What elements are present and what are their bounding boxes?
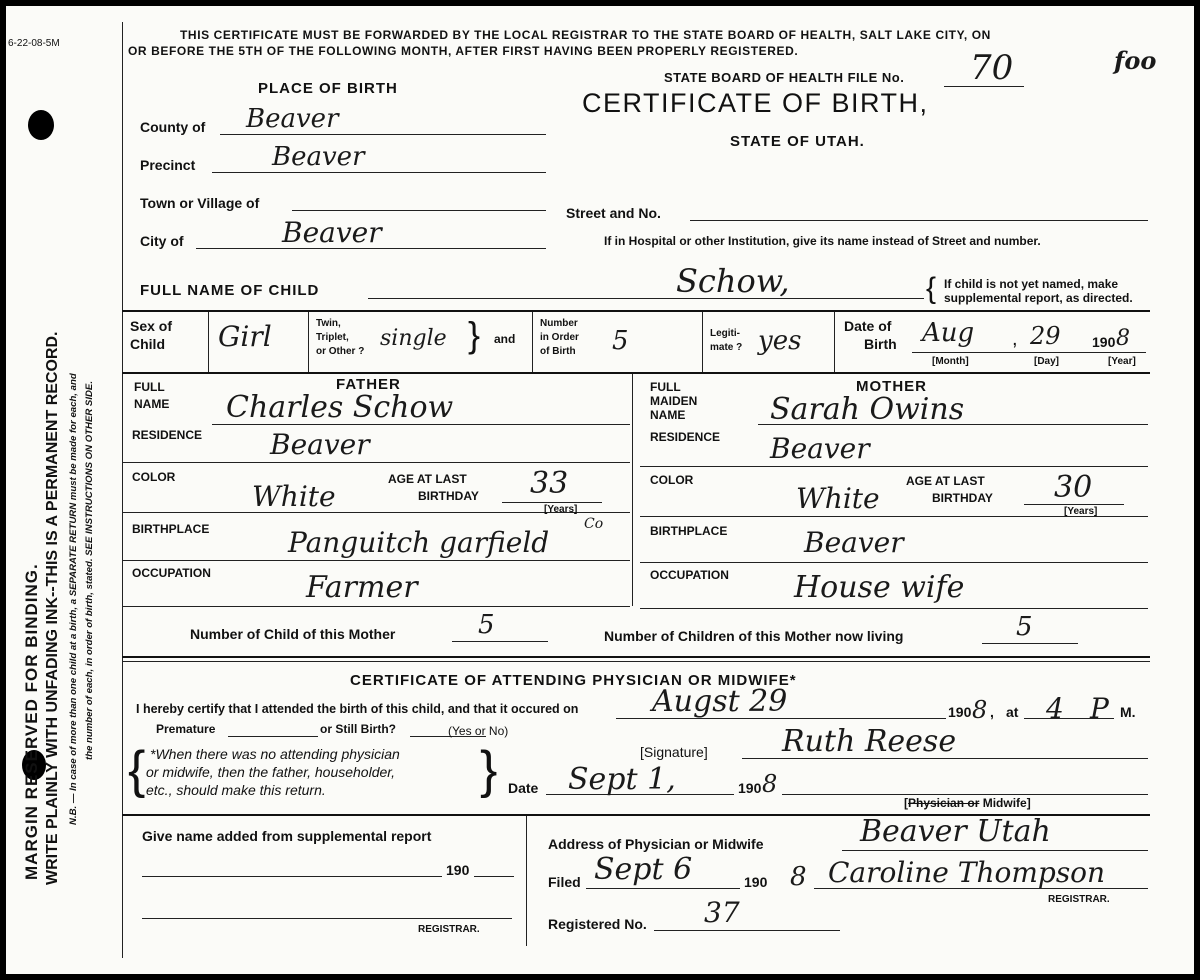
mother-birthplace-label: BIRTHPLACE: [650, 524, 728, 538]
father-birthplace-co: Co: [584, 516, 604, 532]
margin-note-2: the number of each, in order of birth, stated. SEE INSTRUCTIONS ON OTHER SIDE.: [84, 381, 95, 760]
physician-heading: CERTIFICATE OF ATTENDING PHYSICIAN OR MIDWIFE*: [350, 672, 797, 689]
birth-month-value: Aug: [922, 318, 975, 348]
father-birthplace-value: Panguitch garfield: [288, 526, 550, 559]
note-line-3: etc., should make this return.: [146, 782, 326, 798]
twin-label-1: Twin,: [316, 318, 341, 329]
name-note-1: If child is not yet named, make: [944, 277, 1119, 291]
birth-year-digit: 8: [1116, 326, 1130, 351]
filed-year-prefix: 190: [744, 874, 768, 890]
day-label: [Day]: [1034, 356, 1060, 367]
supplemental-year-prefix: 190: [446, 862, 470, 878]
signature-date-value: Sept 1,: [568, 762, 676, 797]
certify-date-value: Augst 29: [652, 684, 788, 719]
address-value: Beaver Utah: [860, 814, 1051, 849]
sex-label-1: Sex of: [130, 318, 173, 334]
filed-date-value: Sept 6: [594, 852, 693, 887]
father-years-label: [Years]: [544, 504, 578, 515]
father-full-label: FULL: [134, 380, 165, 394]
child-name-value: Schow,: [676, 262, 790, 300]
address-label: Address of Physician or Midwife: [548, 836, 764, 852]
twin-label-3: or Other ?: [316, 346, 365, 357]
order-label-3: of Birth: [540, 346, 576, 357]
registered-number-value: 37: [704, 896, 740, 929]
form-code: 6-22-08-5M: [8, 38, 60, 49]
mother-years-label: [Years]: [1064, 506, 1098, 517]
street-label: Street and No.: [566, 205, 661, 221]
twin-label-2: Triplet,: [316, 332, 349, 343]
mother-name-value: Sarah Owins: [770, 392, 965, 427]
father-color-value: White: [252, 480, 336, 513]
mother-color-label: COLOR: [650, 473, 694, 487]
filed-label: Filed: [548, 874, 581, 890]
mother-occupation-value: House wife: [794, 570, 965, 605]
role-struck: Physician or: [908, 796, 980, 810]
corner-mark: foo: [1114, 46, 1157, 75]
binding-note: MARGIN RESERVED FOR BINDING.: [22, 563, 41, 880]
supplemental-registrar-label: REGISTRAR.: [418, 924, 480, 935]
note-line-2: or midwife, then the father, householder,: [146, 764, 396, 780]
town-label: Town or Village of: [140, 195, 260, 211]
mother-color-value: White: [796, 482, 880, 515]
mother-full-label: FULL: [650, 380, 681, 394]
mother-maiden-label: MAIDEN: [650, 394, 698, 408]
order-label-1: Number: [540, 318, 578, 329]
father-color-label: COLOR: [132, 470, 176, 484]
precinct-value: Beaver: [272, 142, 365, 172]
children-count-value: 5: [478, 610, 495, 640]
supplemental-label: Give name added from supplemental report: [142, 828, 432, 844]
living-count-value: 5: [1016, 612, 1033, 642]
county-label: County of: [140, 119, 206, 135]
binding-hole-top: [28, 110, 54, 140]
state-title: STATE OF UTAH.: [730, 133, 865, 150]
ink-note: WRITE PLAINLY WITH UNFADING INK--THIS IS A PERMANENT RECORD.: [44, 331, 61, 885]
father-occupation-label: OCCUPATION: [132, 566, 211, 580]
certify-year-prefix: 190: [948, 704, 972, 720]
date-label-2: Birth: [864, 336, 897, 352]
father-name-value: Charles Schow: [226, 390, 454, 425]
city-label: City of: [140, 233, 184, 249]
note-line-1: *When there was no attending physician: [150, 746, 400, 762]
sex-label-2: Child: [130, 336, 165, 352]
place-of-birth-heading: PLACE OF BIRTH: [258, 80, 398, 97]
sex-value: Girl: [218, 320, 272, 353]
father-residence-value: Beaver: [270, 428, 370, 461]
children-count-label: Number of Child of this Mother: [190, 626, 396, 642]
county-value: Beaver: [246, 104, 339, 134]
and-label: and: [494, 332, 516, 346]
m-label: M.: [1120, 704, 1136, 720]
signature-value: Ruth Reese: [782, 724, 957, 759]
father-occupation-value: Farmer: [306, 570, 418, 605]
father-birthplace-label: BIRTHPLACE: [132, 522, 210, 536]
mother-birthplace-value: Beaver: [804, 526, 904, 559]
forwarding-notice-2: OR BEFORE THE 5TH OF THE FOLLOWING MONTH, AFTER FIRST HAVING BEEN PROPERLY REGISTERED.: [128, 44, 799, 58]
order-label-2: in Order: [540, 332, 579, 343]
mother-age-label-2: BIRTHDAY: [932, 491, 993, 505]
birth-day-value: 29: [1030, 322, 1061, 350]
living-count-label: Number of Children of this Mother now living: [604, 628, 904, 644]
role-value: Midwife]: [982, 796, 1031, 810]
filed-year-digit: 8: [790, 862, 807, 892]
margin-note-1: N.B. — In case of more than one child at a birth, a SEPARATE RETURN must be made for each, and: [68, 373, 79, 825]
registrar-label: REGISTRAR.: [1048, 894, 1110, 905]
mother-heading: MOTHER: [856, 378, 927, 395]
hour-value: 4: [1046, 692, 1064, 725]
certify-label: I hereby certify that I attended the birth of this child, and that it occured on: [136, 702, 579, 716]
father-residence-label: RESIDENCE: [132, 428, 203, 442]
pm-value: P: [1090, 692, 1109, 725]
hospital-note: If in Hospital or other Institution, give its name instead of Street and number.: [604, 234, 1041, 248]
month-label: [Month]: [932, 356, 969, 367]
legit-label-2: mate ?: [710, 342, 743, 353]
father-name-label: NAME: [134, 397, 170, 411]
mother-age-label-1: AGE AT LAST: [906, 474, 985, 488]
still-birth-label: or Still Birth?: [320, 722, 396, 736]
mother-residence-label: RESIDENCE: [650, 430, 721, 444]
father-age-label-1: AGE AT LAST: [388, 472, 467, 486]
file-number-label: STATE BOARD OF HEALTH FILE No.: [664, 70, 905, 85]
birth-order-value: 5: [612, 326, 629, 356]
certificate-title: CERTIFICATE OF BIRTH,: [582, 88, 929, 118]
registrar-name-value: Caroline Thompson: [828, 856, 1106, 889]
mother-age-value: 30: [1054, 470, 1093, 505]
city-value: Beaver: [282, 216, 382, 249]
file-number: 70: [970, 48, 1014, 88]
registered-number-label: Registered No.: [548, 916, 647, 932]
date-label-1: Date of: [844, 318, 892, 334]
role-open-bracket: [: [904, 796, 908, 810]
premature-label: Premature: [156, 722, 216, 736]
father-age-value: 33: [530, 466, 569, 501]
mother-name-label: NAME: [650, 408, 686, 422]
signature-label: [Signature]: [640, 744, 708, 760]
margin-rule: [122, 22, 123, 958]
certify-year-digit: 8: [972, 696, 988, 724]
father-age-label-2: BIRTHDAY: [418, 489, 479, 503]
precinct-label: Precinct: [140, 157, 196, 173]
twin-value: single: [380, 326, 447, 351]
signature-year-digit: 8: [762, 770, 778, 798]
birth-year-prefix: 190: [1092, 334, 1116, 350]
legitimate-value: yes: [758, 326, 802, 356]
mother-residence-value: Beaver: [770, 432, 870, 465]
forwarding-notice-1: THIS CERTIFICATE MUST BE FORWARDED BY THE LOCAL REGISTRAR TO THE STATE BOARD OF HEALTH, SALT LAKE CITY, ON: [180, 28, 991, 42]
certificate-page: 6-22-08-5M MARGIN RESERVED FOR BINDING. WRITE PLAINLY WITH UNFADING INK--THIS IS A PERMANENT RECORD. N.B. — In case of more than one child at a birth, a SEPARATE RETURN must be made for each, and the number of each, in order of birth, stated. SEE INSTRUCTIONS ON OTHER SIDE. THIS CERTIFICATE MUST BE FORWARDED BY THE LOCAL REGISTRAR TO THE STATE BOARD OF HEALTH, SALT LAKE CITY, ON OR BEFORE THE 5TH OF THE FOLLOWING MONTH, AFTER FIRST HAVING BEEN PROPERLY REGISTERED. STATE BOARD OF HEALTH FILE No. 70 foo CERTIFICATE OF BIRTH, STATE OF UTAH. PLACE OF BIRTH County of Beaver Precinct Beaver Town or Village of City of Beaver Street and No. If in Hospital or other Institution, give its name instead of Street and number. FULL NAME OF CHILD Schow, { If child is not yet named, make supplemental report, as directed. Sex of Child Girl Twin, Triplet, or Other ? single } and Number in Order of Birth 5 Legiti- mate ? yes Date of Birth Aug , 29 190 8 [Month] [Day] [Year] FATHER FULL NAME Charles Schow RESIDENCE Beaver COLOR White AGE AT LAST BIRTHDAY 33 [Years] BIRTHPLACE Panguitch garfield Co OCCUPATION Farmer MOTHER FULL MAIDEN NAME Sarah Owins RESIDENCE Beaver COLOR White AGE AT LAST BIRTHDAY 30 [Years] BIRTHPLACE Beaver OCCUPATION House wife Number of Child of this Mother 5 Number of Children of this Mother now living 5 CERTIFICATE OF ATTENDING PHYSICIAN OR MIDWIFE* I hereby certify that I attended the birth of this child, and that it occured on Augst 29 190 8 , at 4 P M. Premature or Still Birth? (Yes or No) { *When there was no attending physician or midwife, then the father, householder, etc., should make this return. } [Signature] Ruth Reese Date Sept 1, 190 8 [Physician or Midwife] Give name added from supplemental report 190 REGISTRAR. Address of Physician or Midwife Beaver Utah Filed Sept 6 190 8 Caroline Thompson REGISTRAR. Registered No. 37: [0, 0, 1200, 980]
signature-year-prefix: 190: [738, 780, 762, 796]
yes-no-label: (Yes or No): [448, 724, 509, 738]
year-label: [Year]: [1108, 356, 1136, 367]
mother-occupation-label: OCCUPATION: [650, 568, 729, 582]
child-name-label: FULL NAME OF CHILD: [140, 282, 320, 299]
at-label: at: [1006, 704, 1019, 720]
name-note-2: supplemental report, as directed.: [944, 291, 1133, 305]
date-label: Date: [508, 780, 539, 796]
legit-label-1: Legiti-: [710, 328, 740, 339]
father-heading: FATHER: [336, 376, 401, 393]
